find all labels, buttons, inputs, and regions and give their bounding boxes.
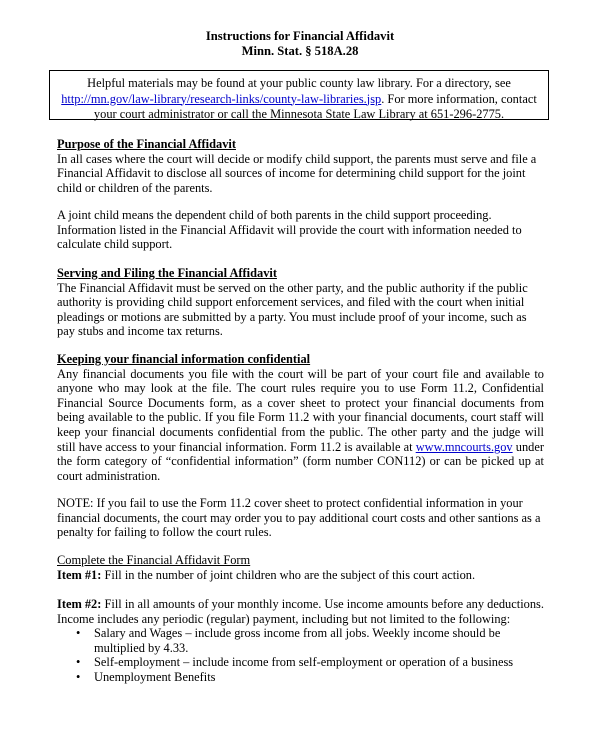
info-text-1: Helpful materials may be found at your public county law library. For a directory, see	[87, 76, 511, 90]
confidential-paragraph	[57, 367, 544, 484]
note-section	[57, 496, 544, 540]
mncourts-link[interactable]: www.mncourts.gov	[415, 439, 513, 454]
note-paragraph: NOTE: If you fail to use the Form 11.2 cover sheet to protect confidential information in your financial documents, the court may order you to pay additional court costs and other santions as a penalty for failing to follow the court rules.	[57, 496, 541, 540]
info-box	[49, 70, 549, 120]
serving-section	[57, 266, 544, 339]
law-library-link[interactable]: http://mn.gov/law-library/research-links/county-law-libraries.jsp	[61, 91, 382, 106]
complete-section	[57, 553, 544, 582]
item-2-text: Fill in all amounts of your monthly income. Use income amounts before any deductions. Income includes any periodic (regular) payment, including but not limited to the following:	[57, 597, 544, 626]
list-item	[57, 626, 544, 655]
serving-paragraph: The Financial Affidavit must be served on the other party, and the public authority if the public authority is providing child support enforcement services, and filed with the court when initial pleadings or motions are submitted by a party. You must include proof of your income, such as pay stubs and income tax returns.	[57, 280, 528, 339]
item-2-label: Item #2:	[57, 597, 102, 611]
item-1-label: Item #1:	[57, 567, 102, 582]
bullet-text: Unemployment Benefits	[94, 669, 216, 684]
bullet-icon: •	[76, 655, 81, 670]
serving-heading: Serving and Filing the Financial Affidavit	[57, 266, 277, 280]
purpose-heading: Purpose of the Financial Affidavit	[57, 137, 236, 151]
info-text-2: . For more information, contact your court administrator or call the Minnesota State Law Library at 651-296-2775.	[93, 91, 537, 121]
bullet-text: Salary and Wages – include gross income from all jobs. Weekly income should be multiplied by 4.33.	[94, 626, 501, 655]
confidential-section	[57, 352, 544, 483]
complete-heading: Complete the Financial Affidavit Form	[57, 553, 251, 567]
confidential-text-a: Any financial documents you file with the court will be part of your court file and available to anyone who may look at the file. The court rules require you to use Form 11.2, Confidential Financial Source Documents form, as a cover sheet to protect your financial documents from being available to the public. If you file Form 11.2 with your financial documents, court staff will keep your financial documents confidential from the public. The other party and the judge will still have access to your financial information. Form 11.2 is available at	[57, 366, 544, 454]
confidential-heading: Keeping your financial information confidential	[57, 352, 311, 366]
item-2	[57, 597, 544, 626]
income-bullet-list	[57, 626, 544, 684]
purpose-section	[57, 137, 544, 195]
joint-child-section	[57, 208, 544, 252]
list-item	[57, 670, 544, 685]
purpose-paragraph-2: A joint child means the dependent child of both parents in the child support proceeding. Information listed in the Financial Affidavit will provide the court with information needed to calculate child support.	[57, 208, 522, 252]
bullet-icon: •	[76, 669, 81, 684]
document-title: Instructions for Financial Affidavit	[205, 29, 395, 43]
item-1	[57, 568, 544, 583]
item-2-section	[57, 597, 544, 685]
purpose-paragraph-1: In all cases where the court will decide or modify child support, the parents must serve and file a Financial Affidavit to disclose all sources of income for determining child support for the joint child or children of the parents.	[57, 151, 537, 195]
statute-reference: Minn. Stat. § 518A.28	[241, 44, 359, 58]
list-item	[57, 655, 544, 670]
bullet-icon: •	[76, 626, 81, 641]
bullet-text: Self-employment – include income from self-employment or operation of a business	[94, 655, 514, 670]
item-1-text: Fill in the number of joint children who are the subject of this court action.	[104, 567, 476, 582]
confidential-text-b: under the form category of “confidential information” (form number CON112) or can be picked up at court administration.	[57, 439, 544, 483]
